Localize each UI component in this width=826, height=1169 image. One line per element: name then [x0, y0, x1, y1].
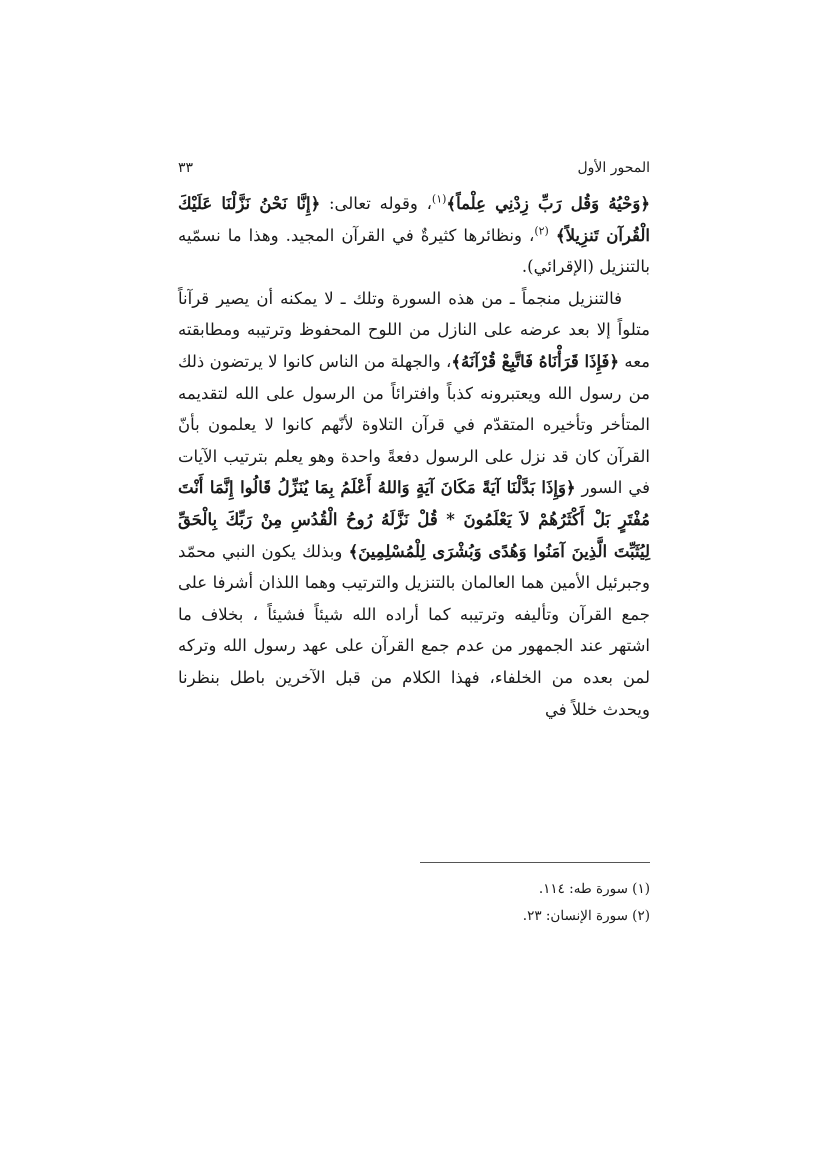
quran-bracket-close: ﴾: [446, 194, 457, 213]
quran-bracket-open: ﴿: [310, 194, 321, 213]
page-number: ٣٣: [178, 160, 194, 176]
footnote-ref-1[interactable]: (١): [431, 192, 447, 206]
text-run: فالتنزيل منجماً ـ من هذه السورة وتلك ـ لا يمكنه أن يصير قرآناً متلواً إلا بعد عرضه على النازل من اللوح المحفوظ وترتيبه ومطابقته معه: [178, 288, 650, 371]
footnote-2: (٢) سورة الإنسان: ٢٣.: [522, 908, 650, 924]
quran-bracket-open: ﴿: [640, 194, 651, 213]
paragraph-2: [178, 283, 650, 725]
text-run: ، والجهلة من الناس كانوا لا يرتضون ذلك من رسول الله ويعتبرونه كذباً وافترائاً من الرسول على الله لتقديمه المتأخر وتأخيره المتقدّم في قرآن التلاوة لأنّهم كانوا لا يعلمون بأنّ القرآن كان قد نزل على الرسول دفعةً واحدة وهو يعلم بترتيب الآيات في السور: [178, 351, 650, 498]
quran-verse: ﴿وَإِذَا بَدَّلْنَا آيَةً مَكَانَ آيَةٍ وَاللهُ أَعْلَمُ بِمَا يُنَزِّلُ قَالُوا إِنَّمَا أَنْتَ مُفْتَرٍ بَلْ أَكْثَرُهُمْ لاَ يَعْلَمُونَ * قُلْ نَزَّلَهُ رُوحُ الْقُدُسِ مِنْ رَبِّكَ بِالْحَقِّ لِيُثَبِّتَ الَّذِينَ آمَنُوا وَهُدًى وَبُشْرَى لِلْمُسْلِمِينَ﴾: [178, 478, 650, 561]
quran-verse: ﴿فَإِذَا قَرَأْنَاهُ فَاتَّبِعْ قُرْآنَهُ﴾: [451, 351, 620, 371]
footnote-1: (١) سورة طه: ١١٤.: [538, 881, 650, 897]
running-title: المحور الأول: [577, 160, 650, 176]
footnotes: [178, 876, 650, 930]
paragraph-1: [178, 188, 650, 283]
page-header: [178, 160, 650, 186]
text-run: ، وقوله تعالى:: [320, 194, 432, 213]
footnote-divider: [420, 862, 650, 863]
quran-bracket-close: ﴾: [555, 225, 566, 245]
quran-verse: وَحْيُهُ وَقُل رَبِّ زِدْنِي عِلْماً: [456, 194, 641, 213]
text-run: وبذلك يكون النبي محمّد وجبرئيل الأمين هما العالمان بالتنزيل والترتيب وهما اللذان أشرفا على جمع القرآن وتأليفه وترتيبه كما أراده الله شيئاً فشيئاً ، بخلاف ما اشتهر عند الجمهور من عدم جمع القرآن على عهد رسول الله وتركه لمن بعده من الخلفاء، فهذا الكلام من قبل الآخرين باطل بنظرنا ويحدث خللاً في: [178, 541, 650, 719]
body-text: [178, 188, 650, 725]
footnote-ref-2[interactable]: (٢): [534, 224, 549, 238]
quran-verse: إِنَّا نَحْنُ نَزَّلْنَا عَلَيْكَ الْقُرآن تَنزِيلاً: [178, 194, 650, 245]
text-run: ، ونظائرها كثيرةٌ في القرآن المجيد. وهذا ما نسمّيه بالتنزيل (الإقرائي).: [178, 225, 650, 277]
